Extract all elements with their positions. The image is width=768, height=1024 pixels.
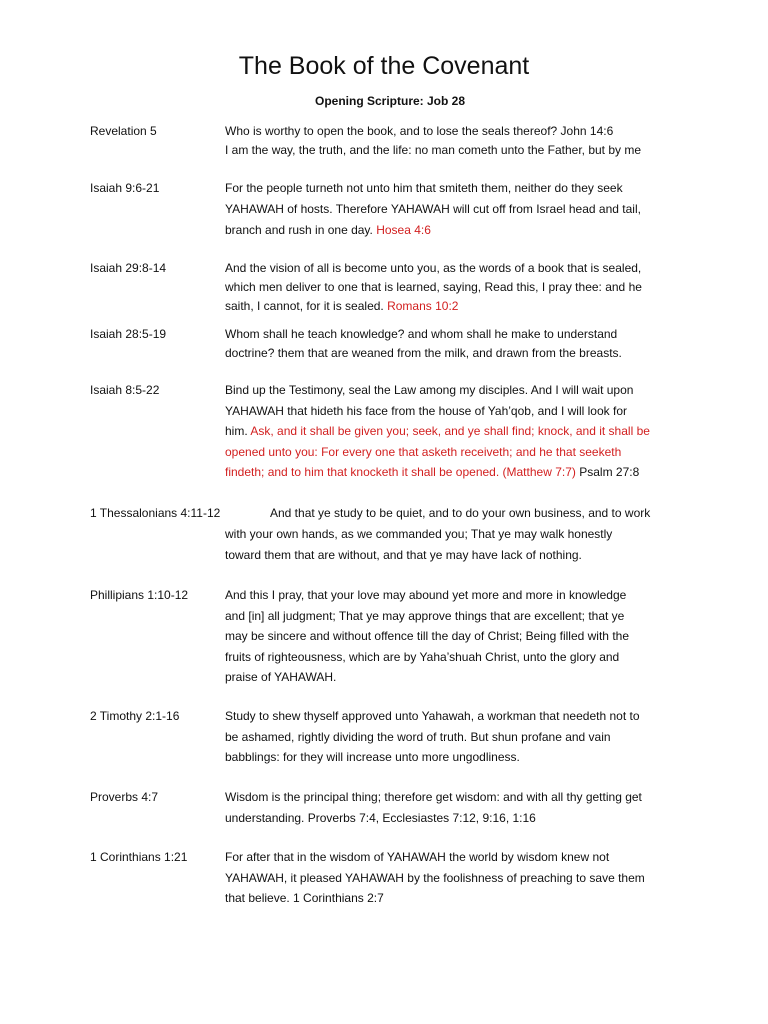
verse-text: that believe. 1 Corinthians 2:7 [225, 891, 384, 905]
scripture-reference: Isaiah 8:5-22 [90, 383, 160, 397]
text-line [225, 545, 681, 566]
text-line [225, 706, 681, 727]
text-line [225, 122, 681, 141]
text-line [225, 462, 681, 483]
verse-text: saith, I cannot, for it is sealed. [225, 299, 388, 313]
text-line [225, 888, 681, 909]
text-line [225, 787, 681, 808]
text-line [225, 442, 681, 463]
text-line [225, 325, 681, 344]
verse-text: For after that in the wisdom of YAHAWAH the world by wisdom knew not [225, 850, 610, 864]
cross-reference: Romans 10:2 [387, 299, 459, 313]
verse-text: be ashamed, rightly dividing the word of truth. But shun profane and vain [225, 729, 611, 744]
text-line [225, 747, 681, 768]
verse-text: And this I pray, that your love may abound yet more and more in knowledge [225, 588, 627, 602]
text-line [225, 868, 681, 889]
text-line [225, 524, 681, 545]
text-line [225, 847, 681, 868]
cross-reference: Ask, and it shall be given you; seek, and ye shall find; knock, and it shall be [250, 424, 650, 438]
scripture-reference: Isaiah 28:5-19 [90, 327, 167, 341]
text-line [225, 344, 681, 363]
scripture-text [225, 847, 681, 909]
verse-text: may be sincere and without offence till the day of Christ; Being filled with the [225, 629, 629, 643]
verse-text: Bind up the Testimony, seal the Law among my disciples. And I will wait upon [225, 383, 634, 397]
page-title: The Book of the Covenant [238, 52, 530, 80]
verse-text: babblings: for they will increase unto more ungodliness. [225, 750, 520, 764]
verse-text: and [in] all judgment; That ye may approve things that are excellent; that ye [225, 608, 625, 623]
verse-text: Who is worthy to open the book, and to lose the seals thereof? John 14:6 [225, 124, 614, 138]
verse-text: which men deliver to one that is learned, saying, Read this, I pray thee: and he [225, 280, 642, 294]
text-line [225, 380, 681, 401]
verse-text: Wisdom is the principal thing; therefore get wisdom: and with all thy getting get [225, 790, 642, 804]
scripture-reference: 1 Thessalonians 4:11-12 [90, 506, 221, 520]
text-line [225, 401, 681, 422]
text-line [225, 278, 681, 297]
verse-text: understanding. Proverbs 7:4, Ecclesiastes 7:12, 9:16, 1:16 [225, 810, 536, 825]
scripture-text [225, 178, 681, 241]
scripture-text [225, 259, 681, 316]
scripture-text [225, 503, 681, 566]
scripture-reference: 1 Corinthians 1:21 [90, 850, 188, 864]
text-line [225, 727, 681, 748]
text-line [225, 178, 681, 199]
verse-text: YAHAWAH that hideth his face from the house of Yah’qob, and I will look for [225, 403, 627, 418]
text-line [225, 808, 681, 829]
verse-text: Psalm 27:8 [575, 465, 640, 479]
scripture-reference: Phillipians 1:10-12 [90, 588, 189, 602]
text-line [225, 667, 681, 688]
text-line [225, 297, 681, 316]
verse-text: branch and rush in one day. [225, 223, 377, 237]
verse-text: toward them that are without, and that ye may have lack of nothing. [225, 548, 582, 562]
cross-reference: findeth; and to him that knocketh it shall be opened. (Matthew 7:7) [225, 465, 576, 479]
verse-text: I am the way, the truth, and the life: no man cometh unto the Father, but by me [225, 143, 642, 157]
text-line [225, 141, 681, 160]
verse-text: Study to shew thyself approved unto Yahawah, a workman that needeth not to [225, 709, 640, 723]
text-line [225, 503, 681, 524]
cross-reference: Hosea 4:6 [376, 223, 431, 237]
verse-text: For the people turneth not unto him that smiteth them, neither do they seek [225, 181, 623, 195]
verse-text: And the vision of all is become unto you, as the words of a book that is sealed, [225, 261, 642, 275]
text-line [225, 606, 681, 627]
scripture-text [225, 122, 681, 160]
scripture-text [225, 380, 681, 483]
scripture-text [225, 585, 681, 688]
verse-text: praise of YAHAWAH. [225, 670, 337, 684]
scripture-reference: Proverbs 4:7 [90, 790, 159, 804]
opening-scripture: Opening Scripture: Job 28 [314, 94, 466, 108]
text-line [225, 421, 681, 442]
text-line [225, 220, 681, 241]
text-line [225, 585, 681, 606]
verse-text: YAHAWAH, it pleased YAHAWAH by the foolishness of preaching to save them [225, 870, 645, 885]
verse-text: Whom shall he teach knowledge? and whom shall he make to understand [225, 327, 618, 341]
scripture-text [225, 325, 681, 363]
verse-text: him. [225, 424, 251, 438]
verse-text: with your own hands, as we commanded you; That ye may walk honestly [225, 527, 613, 541]
text-line [225, 647, 681, 668]
scripture-text [225, 787, 681, 828]
cross-reference: opened unto you: For every one that asketh receiveth; and he that seeketh [225, 444, 622, 459]
text-line [225, 199, 681, 220]
scripture-text [225, 706, 681, 768]
verse-text: YAHAWAH of hosts. Therefore YAHAWAH will cut off from Israel head and tail, [225, 202, 641, 216]
scripture-reference: Revelation 5 [90, 124, 157, 138]
text-line [225, 626, 681, 647]
verse-text: doctrine? them that are weaned from the milk, and drawn from the breasts. [225, 346, 622, 360]
scripture-reference: Isaiah 29:8-14 [90, 261, 167, 275]
verse-text: fruits of righteousness, which are by Yaha’shuah Christ, unto the glory and [225, 649, 620, 664]
scripture-reference: 2 Timothy 2:1-16 [90, 709, 180, 723]
scripture-reference: Isaiah 9:6-21 [90, 181, 160, 195]
text-line [225, 259, 681, 278]
verse-text: And that ye study to be quiet, and to do your own business, and to work [270, 506, 651, 520]
